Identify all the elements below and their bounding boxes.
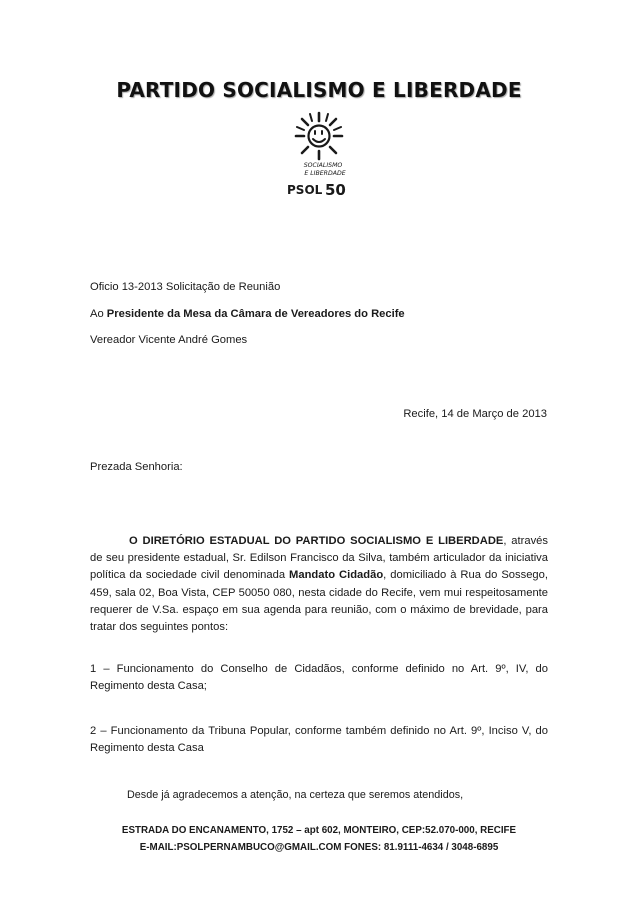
addressee-prefix: Ao [90, 308, 107, 320]
sun-icon [296, 113, 342, 159]
paragraph-text-b: , domiciliado à Rua do Sossego, 459, sala 02, Boa Vista, CEP 50050 080, nesta cidade do Recife, vem mui respeitosamente requerer de V.Sa. espaço em sua agenda para reunião, com o máximo de brevidade, para tratar dos seguintes pontos: [90, 569, 548, 634]
logo-text-socialismo: SOCIALISMO [303, 162, 343, 169]
footer-address: ESTRADA DO ENCANAMENTO, 1752 – apt 602, MONTEIRO, CEP:52.070-000, RECIFE [121, 825, 517, 836]
recipient-line: Vereador Vicente André Gomes [90, 334, 248, 346]
party-title: PARTIDO SOCIALISMO E LIBERDADE [116, 78, 522, 102]
subject-line: Oficio 13-2013 Solicitação de Reunião [90, 281, 281, 293]
logo-text-psol: PSOL [287, 183, 323, 197]
closing-line: Desde já agradecemos a atenção, na certeza que seremos atendidos, [127, 789, 464, 801]
addressee-line [90, 306, 405, 323]
logo-text-number: 50 [325, 181, 346, 199]
addressee-name: Presidente da Mesa da Câmara de Vereadores do Recife [106, 308, 405, 320]
date-line: Recife, 14 de Março de 2013 [403, 408, 547, 420]
agenda-item-2: 2 – Funcionamento da Tribuna Popular, conforme também definido no Art. 9º, Inciso V, do Regimento desta Casa [90, 725, 548, 755]
mandato-cidadao: Mandato Cidadão [289, 569, 384, 582]
paragraph-text-a: , através de seu presidente estadual, Sr. Edilson Francisco da Silva, também articulador da iniciativa política da sociedade civil denominada [90, 535, 548, 582]
logo-text-liberdade: E LIBERDADE [304, 170, 346, 177]
main-paragraph [90, 533, 548, 636]
psol-sun-logo [281, 110, 357, 200]
agenda-item-1: 1 – Funcionamento do Conselho de Cidadãos, conforme definido no Art. 9º, IV, do Regimento desta Casa; [90, 663, 548, 693]
salutation: Prezada Senhoria: [90, 461, 183, 473]
footer-contact: E-MAIL:PSOLPERNAMBUCO@GMAIL.COM FONES: 81.9111-4634 / 3048-6895 [139, 842, 499, 853]
directorate-lead: O DIRETÓRIO ESTADUAL DO PARTIDO SOCIALISMO E LIBERDADE [129, 535, 504, 547]
